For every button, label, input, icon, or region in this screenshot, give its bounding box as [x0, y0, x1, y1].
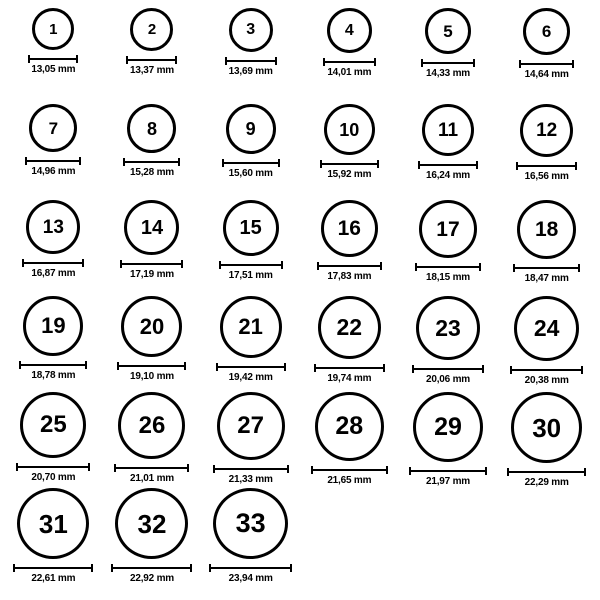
caliper-icon — [317, 262, 382, 269]
caliper-icon — [25, 157, 81, 164]
ring-size-label: 16 — [337, 217, 361, 240]
diameter-measure — [418, 161, 478, 181]
diameter-measure — [117, 362, 186, 382]
ring-size-cell — [103, 8, 202, 104]
ring-circle — [118, 392, 185, 459]
ring-size-label: 6 — [541, 22, 552, 41]
ring-size-cell — [4, 296, 103, 392]
diameter-measure — [519, 60, 574, 80]
ring-size-cell — [201, 296, 300, 392]
ring-circle — [223, 200, 279, 256]
diameter-value: 18,78 mm — [31, 370, 76, 381]
ring-size-label: 25 — [39, 411, 67, 438]
ring-size-label: 10 — [339, 119, 360, 140]
diameter-value: 14,64 mm — [524, 69, 569, 80]
caliper-icon — [507, 468, 586, 475]
ring-size-label: 5 — [443, 21, 453, 41]
diameter-value: 21,01 mm — [129, 473, 174, 484]
ring-circle — [318, 296, 381, 359]
ring-circle — [124, 200, 179, 255]
diameter-measure — [114, 464, 189, 484]
diameter-measure — [513, 264, 580, 284]
diameter-value: 17,51 mm — [228, 270, 273, 281]
ring-size-cell — [497, 296, 596, 392]
ring-size-cell — [497, 104, 596, 200]
ring-size-cell — [4, 488, 103, 584]
caliper-icon — [16, 463, 90, 470]
ring-circle — [121, 296, 182, 357]
diameter-value: 21,33 mm — [228, 474, 273, 485]
ring-size-cell — [103, 200, 202, 296]
diameter-measure — [111, 564, 192, 584]
ring-size-cell — [300, 296, 399, 392]
ring-size-label: 23 — [435, 314, 461, 341]
caliper-icon — [323, 58, 376, 65]
diameter-measure — [317, 262, 382, 282]
ring-size-label: 13 — [42, 216, 64, 238]
diameter-value: 15,28 mm — [129, 167, 174, 178]
ring-size-cell — [4, 392, 103, 488]
ring-circle — [422, 104, 474, 156]
caliper-icon — [225, 57, 277, 64]
diameter-measure — [225, 57, 277, 77]
diameter-measure — [126, 56, 177, 76]
ring-circle — [220, 296, 282, 358]
ring-circle — [514, 296, 579, 361]
ring-size-label: 19 — [41, 313, 66, 338]
ring-size-cell — [103, 296, 202, 392]
diameter-value: 13,05 mm — [31, 64, 76, 75]
diameter-value: 15,92 mm — [327, 169, 372, 180]
caliper-icon — [114, 464, 189, 471]
ring-size-label: 30 — [532, 412, 562, 443]
caliper-icon — [412, 365, 484, 372]
ring-size-label: 11 — [437, 119, 459, 141]
caliper-icon — [209, 564, 292, 571]
caliper-icon — [320, 160, 379, 167]
caliper-icon — [19, 361, 87, 368]
caliper-icon — [111, 564, 192, 571]
diameter-value: 20,06 mm — [425, 374, 470, 385]
diameter-measure — [25, 157, 81, 177]
ring-size-cell — [4, 104, 103, 200]
ring-circle — [327, 8, 372, 53]
ring-circle — [115, 488, 188, 559]
caliper-icon — [117, 362, 186, 369]
caliper-icon — [28, 55, 78, 62]
ring-size-cell — [4, 8, 103, 104]
caliper-icon — [22, 259, 84, 266]
diameter-measure — [216, 363, 286, 383]
diameter-measure — [123, 158, 180, 178]
ring-circle — [17, 488, 89, 559]
diameter-measure — [314, 364, 385, 384]
diameter-value: 19,74 mm — [327, 373, 372, 384]
ring-size-cell — [201, 200, 300, 296]
diameter-measure — [209, 564, 292, 584]
diameter-value: 15,60 mm — [228, 168, 273, 179]
ring-circle — [130, 8, 173, 51]
ring-size-label: 21 — [238, 314, 263, 339]
ring-circle — [127, 104, 176, 153]
diameter-value: 17,83 mm — [327, 271, 372, 282]
ring-size-label: 22 — [336, 314, 363, 340]
diameter-value: 14,33 mm — [425, 68, 470, 79]
diameter-measure — [219, 261, 283, 281]
ring-circle — [419, 200, 477, 258]
diameter-measure — [311, 466, 388, 486]
ring-circle — [324, 104, 375, 155]
diameter-value: 21,97 mm — [425, 476, 470, 487]
ring-size-label: 18 — [534, 218, 559, 241]
ring-size-label: 27 — [237, 412, 264, 439]
diameter-value: 14,96 mm — [31, 166, 76, 177]
ring-circle — [29, 104, 77, 152]
ring-size-cell — [497, 392, 596, 488]
ring-size-cell — [4, 200, 103, 296]
diameter-value: 21,65 mm — [327, 475, 372, 486]
caliper-icon — [415, 263, 481, 270]
diameter-measure — [507, 468, 586, 488]
diameter-value: 17,19 mm — [129, 269, 174, 280]
diameter-value: 20,70 mm — [31, 472, 76, 483]
ring-size-label: 33 — [235, 508, 266, 538]
ring-circle — [520, 104, 573, 157]
ring-circle — [32, 8, 74, 50]
caliper-icon — [222, 159, 280, 166]
diameter-measure — [510, 366, 583, 386]
ring-circle — [20, 392, 86, 458]
diameter-measure — [16, 463, 90, 483]
diameter-measure — [421, 59, 475, 79]
caliper-icon — [216, 363, 286, 370]
diameter-measure — [222, 159, 280, 179]
caliper-icon — [314, 364, 385, 371]
ring-circle — [517, 200, 576, 259]
ring-size-cell — [497, 200, 596, 296]
diameter-measure — [213, 465, 289, 485]
ring-size-label: 20 — [139, 313, 165, 339]
diameter-measure — [19, 361, 87, 381]
diameter-measure — [22, 259, 84, 279]
ring-circle — [315, 392, 384, 461]
ring-size-label: 15 — [239, 217, 262, 239]
ring-size-cell — [201, 104, 300, 200]
ring-size-cell — [201, 8, 300, 104]
caliper-icon — [13, 564, 93, 571]
ring-size-label: 1 — [49, 20, 58, 38]
caliper-icon — [421, 59, 475, 66]
caliper-icon — [126, 56, 177, 63]
caliper-icon — [409, 467, 487, 474]
ring-circle — [523, 8, 570, 55]
ring-size-label: 3 — [246, 21, 256, 38]
diameter-value: 20,38 mm — [524, 375, 569, 386]
diameter-measure — [13, 564, 93, 584]
ring-size-label: 24 — [533, 315, 560, 341]
diameter-value: 13,69 mm — [228, 66, 273, 77]
diameter-value: 13,37 mm — [129, 65, 174, 76]
ring-circle — [321, 200, 378, 257]
diameter-measure — [120, 260, 183, 280]
diameter-value: 16,87 mm — [31, 268, 76, 279]
ring-size-label: 12 — [536, 120, 558, 141]
ring-size-cell — [399, 8, 498, 104]
ring-size-cell — [497, 8, 596, 104]
ring-size-cell — [300, 392, 399, 488]
ring-size-cell — [103, 488, 202, 584]
ring-size-label: 32 — [137, 508, 167, 539]
ring-size-cell — [399, 296, 498, 392]
ring-circle — [26, 200, 80, 254]
ring-circle — [425, 8, 471, 54]
diameter-value: 19,42 mm — [228, 372, 273, 383]
ring-circle — [23, 296, 83, 356]
ring-size-label: 9 — [245, 119, 256, 139]
ring-size-cell — [399, 392, 498, 488]
caliper-icon — [513, 264, 580, 271]
ring-circle — [213, 488, 288, 559]
caliper-icon — [510, 366, 583, 373]
caliper-icon — [516, 162, 577, 169]
diameter-value: 14,01 mm — [327, 67, 372, 78]
caliper-icon — [213, 465, 289, 472]
ring-circle — [413, 392, 483, 462]
diameter-measure — [28, 55, 78, 75]
diameter-measure — [412, 365, 484, 385]
ring-size-cell — [201, 392, 300, 488]
diameter-value: 22,29 mm — [524, 477, 569, 488]
diameter-measure — [415, 263, 481, 283]
ring-size-cell — [399, 200, 498, 296]
ring-size-label: 17 — [436, 217, 460, 241]
diameter-value: 22,61 mm — [31, 573, 76, 584]
ring-circle — [416, 296, 480, 360]
ring-circle — [511, 392, 582, 463]
ring-size-label: 26 — [138, 411, 166, 439]
caliper-icon — [120, 260, 183, 267]
diameter-measure — [320, 160, 379, 180]
ring-size-cell — [300, 104, 399, 200]
caliper-icon — [219, 261, 283, 268]
ring-size-cell — [300, 200, 399, 296]
caliper-icon — [123, 158, 180, 165]
ring-circle — [226, 104, 276, 154]
ring-size-cell — [201, 488, 300, 584]
diameter-value: 23,94 mm — [228, 573, 273, 584]
diameter-value: 16,56 mm — [524, 171, 569, 182]
ring-size-label: 31 — [38, 508, 68, 539]
caliper-icon — [418, 161, 478, 168]
ring-size-label: 2 — [147, 21, 157, 38]
diameter-value: 18,15 mm — [425, 272, 470, 283]
diameter-measure — [409, 467, 487, 487]
ring-size-label: 7 — [48, 118, 59, 138]
ring-size-cell — [300, 8, 399, 104]
ring-size-label: 4 — [344, 21, 354, 39]
caliper-icon — [311, 466, 388, 473]
diameter-value: 16,24 mm — [425, 170, 470, 181]
ring-circle — [229, 8, 273, 52]
ring-size-cell — [399, 104, 498, 200]
ring-circle — [217, 392, 285, 460]
diameter-measure — [516, 162, 577, 182]
diameter-value: 19,10 mm — [129, 371, 174, 382]
ring-size-cell — [103, 104, 202, 200]
diameter-value: 22,92 mm — [129, 573, 174, 584]
diameter-measure — [323, 58, 376, 78]
ring-size-label: 8 — [146, 118, 157, 139]
ring-size-label: 14 — [140, 216, 164, 239]
ring-size-label: 29 — [434, 412, 462, 441]
diameter-value: 18,47 mm — [524, 273, 569, 284]
caliper-icon — [519, 60, 574, 67]
ring-size-label: 28 — [335, 412, 364, 440]
ring-size-cell — [103, 392, 202, 488]
